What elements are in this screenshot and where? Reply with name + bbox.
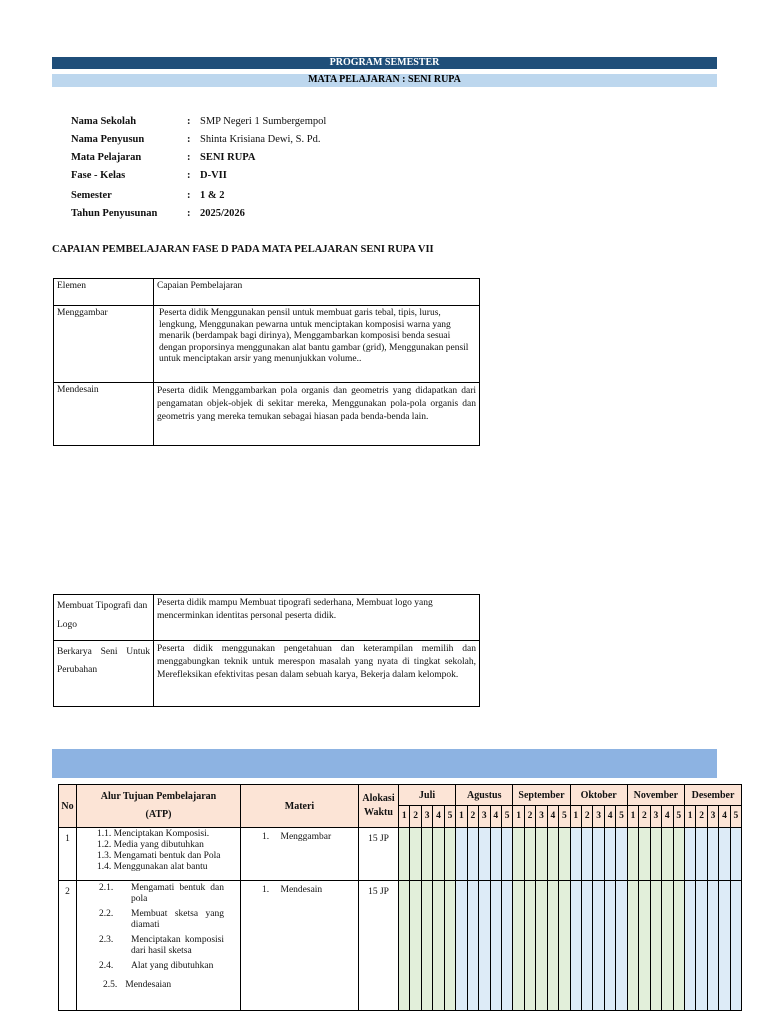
table-row (59, 828, 742, 881)
week-number: 2 (696, 806, 707, 828)
atp-item-text: Mengamati bentuk dan pola (131, 883, 224, 904)
atp-item-text: Membuat sketsa yang diamati (131, 909, 224, 930)
atp-table (58, 784, 742, 1011)
elemen-cell: Mendesain (54, 383, 154, 446)
elemen-cell: Menggambar (54, 306, 154, 383)
atp-item (99, 883, 224, 905)
week-number: 2 (582, 806, 593, 828)
table-row (54, 279, 480, 306)
schedule-cell[interactable] (444, 881, 455, 1011)
schedule-cell[interactable] (684, 828, 695, 881)
info-value: D-VII (200, 170, 227, 181)
schedule-cell[interactable] (399, 881, 410, 1011)
schedule-cell[interactable] (604, 881, 615, 1011)
atp-item (99, 935, 224, 957)
month-desember: Desember (684, 785, 741, 806)
alokasi-cell: 15 JP (359, 881, 399, 1011)
table-row (54, 383, 480, 446)
table-row (54, 641, 480, 707)
schedule-cell[interactable] (410, 828, 421, 881)
week-number: 3 (593, 806, 604, 828)
schedule-cell[interactable] (627, 828, 638, 881)
schedule-cell[interactable] (513, 881, 524, 1011)
schedule-cell[interactable] (582, 828, 593, 881)
schedule-cell[interactable] (479, 881, 490, 1011)
schedule-cell[interactable] (639, 828, 650, 881)
row-no: 1 (59, 828, 77, 881)
info-label: Nama Penyusun (71, 134, 145, 145)
capaian-cell: Peserta didik mampu Membuat tipografi sederhana, Membuat logo yang mencerminkan identitas personal peserta didik. (154, 595, 480, 641)
week-number: 1 (627, 806, 638, 828)
schedule-cell[interactable] (421, 828, 432, 881)
month-juli: Juli (399, 785, 456, 806)
atp-item-num: 2.3. (99, 935, 114, 945)
atp-item-text: Menciptakan komposisi dari hasil sketsa (131, 935, 224, 956)
materi-cell (241, 828, 359, 881)
atp-item: 1.3. Mengamati bentuk dan Pola (97, 851, 221, 861)
atp-item (99, 961, 224, 972)
schedule-cell[interactable] (582, 881, 593, 1011)
schedule-cell[interactable] (410, 881, 421, 1011)
week-number: 1 (684, 806, 695, 828)
schedule-cell[interactable] (707, 828, 718, 881)
schedule-cell[interactable] (719, 828, 730, 881)
schedule-cell[interactable] (730, 881, 741, 1011)
week-number: 3 (650, 806, 661, 828)
materi-text: Mendesain (280, 885, 323, 895)
schedule-cell[interactable] (570, 881, 581, 1011)
schedule-cell[interactable] (650, 828, 661, 881)
elemen-cell: Berkarya Seni Untuk Perubahan (54, 641, 154, 707)
subject-bar: MATA PELAJARAN : SENI RUPA (52, 74, 717, 87)
schedule-cell[interactable] (616, 881, 627, 1011)
week-number: 2 (524, 806, 535, 828)
row-no: 2 (59, 881, 77, 1011)
info-value: 1 & 2 (200, 190, 225, 201)
schedule-cell[interactable] (639, 881, 650, 1011)
schedule-cell[interactable] (593, 881, 604, 1011)
week-number: 2 (639, 806, 650, 828)
schedule-cell[interactable] (444, 828, 455, 881)
atp-item (103, 980, 224, 991)
info-label: Mata Pelajaran (71, 152, 142, 163)
schedule-cell[interactable] (501, 881, 512, 1011)
schedule-cell[interactable] (421, 881, 432, 1011)
schedule-cell[interactable] (559, 828, 570, 881)
info-colon: : (187, 152, 191, 163)
schedule-cell[interactable] (662, 828, 673, 881)
schedule-cell[interactable] (433, 828, 444, 881)
materi-text: Menggambar (280, 832, 332, 842)
atp-item-text: Mendesaian (125, 980, 172, 990)
schedule-cell[interactable] (662, 881, 673, 1011)
schedule-cell[interactable] (479, 828, 490, 881)
info-colon: : (187, 208, 191, 219)
atp-header-row (59, 785, 742, 806)
week-number: 5 (673, 806, 684, 828)
cp-heading: CAPAIAN PEMBELAJARAN FASE D PADA MATA PELAJARAN SENI RUPA VII (52, 244, 434, 255)
schedule-cell[interactable] (536, 828, 547, 881)
schedule-cell[interactable] (547, 881, 558, 1011)
table-row (54, 595, 480, 641)
header-atp: Alur Tujuan Pembelajaran (ATP) (77, 785, 241, 828)
info-label: Semester (71, 190, 112, 201)
header-no: No (59, 785, 77, 828)
materi-cell (241, 881, 359, 1011)
elemen-cell: Membuat Tipografi dan Logo (54, 595, 154, 641)
schedule-cell[interactable] (456, 881, 467, 1011)
week-number: 4 (433, 806, 444, 828)
schedule-cell[interactable] (559, 881, 570, 1011)
atp-cell (77, 828, 241, 881)
schedule-cell[interactable] (536, 881, 547, 1011)
week-number: 5 (559, 806, 570, 828)
schedule-cell[interactable] (616, 828, 627, 881)
week-number: 5 (616, 806, 627, 828)
month-november: November (627, 785, 684, 806)
week-number: 3 (479, 806, 490, 828)
info-colon: : (187, 190, 191, 201)
schedule-cell[interactable] (456, 828, 467, 881)
atp-item-num: 2.2. (99, 909, 114, 919)
materi-num: 1. (262, 832, 270, 842)
info-label: Nama Sekolah (71, 116, 137, 127)
schedule-cell[interactable] (730, 828, 741, 881)
table-row (59, 881, 742, 1011)
capaian-cell: Peserta didik menggunakan pengetahuan dan keterampilan memilih dan menggabungkan teknik untuk merespon masalah yang nyata di tingkat sekolah, Merefleksikan efektivitas pesan dalam sebuah karya, Bekerja dalam kelompok. (154, 641, 480, 707)
info-label: Fase - Kelas (71, 170, 126, 181)
table-row (54, 306, 480, 383)
header-elemen: Elemen (54, 279, 154, 306)
info-colon: : (187, 134, 191, 145)
week-number: 2 (410, 806, 421, 828)
info-value: Shinta Krisiana Dewi, S. Pd. (200, 134, 321, 145)
schedule-cell[interactable] (433, 881, 444, 1011)
header-capaian: Capaian Pembelajaran (154, 279, 480, 306)
schedule-cell[interactable] (684, 881, 695, 1011)
schedule-cell[interactable] (467, 881, 478, 1011)
alokasi-cell: 15 JP (359, 828, 399, 881)
atp-item-num: 2.1. (99, 883, 114, 893)
week-number: 3 (421, 806, 432, 828)
schedule-cell[interactable] (719, 881, 730, 1011)
month-agustus: Agustus (456, 785, 513, 806)
schedule-cell[interactable] (467, 828, 478, 881)
schedule-cell[interactable] (490, 828, 501, 881)
week-number: 1 (570, 806, 581, 828)
section-band (52, 749, 717, 778)
week-number: 4 (490, 806, 501, 828)
atp-item-text: Alat yang dibutuhkan (131, 961, 214, 971)
atp-item: 1.2. Media yang dibutuhkan (97, 840, 204, 850)
header-materi: Materi (241, 785, 359, 828)
week-number: 4 (604, 806, 615, 828)
schedule-cell[interactable] (524, 881, 535, 1011)
week-number: 1 (399, 806, 410, 828)
week-number: 4 (547, 806, 558, 828)
materi-num: 1. (262, 885, 270, 895)
week-number: 4 (662, 806, 673, 828)
month-oktober: Oktober (570, 785, 627, 806)
info-colon: : (187, 116, 191, 127)
week-number: 3 (707, 806, 718, 828)
cp-table (53, 278, 480, 446)
week-number: 5 (730, 806, 741, 828)
atp-item-num: 2.5. (103, 980, 118, 990)
schedule-cell[interactable] (673, 828, 684, 881)
schedule-cell[interactable] (627, 881, 638, 1011)
capaian-cell: Peserta didik Menggambarkan pola organis dan geometris yang didapatkan dari pengamatan objek-objek di sekitar mereka, Menggunakan pola-pola organis dan geometris yang mereka temukan sebagai hiasan pada benda-benda lain. (154, 383, 480, 446)
schedule-cell[interactable] (547, 828, 558, 881)
info-value: 2025/2026 (200, 208, 245, 219)
month-september: September (513, 785, 570, 806)
week-number: 3 (536, 806, 547, 828)
schedule-cell[interactable] (570, 828, 581, 881)
schedule-cell[interactable] (513, 828, 524, 881)
schedule-cell[interactable] (650, 881, 661, 1011)
week-number: 2 (467, 806, 478, 828)
schedule-cell[interactable] (524, 828, 535, 881)
schedule-cell[interactable] (696, 881, 707, 1011)
schedule-cell[interactable] (490, 881, 501, 1011)
info-value: SENI RUPA (200, 152, 256, 163)
schedule-cell[interactable] (593, 828, 604, 881)
info-label: Tahun Penyusunan (71, 208, 158, 219)
schedule-cell[interactable] (696, 828, 707, 881)
info-colon: : (187, 170, 191, 181)
schedule-cell[interactable] (501, 828, 512, 881)
atp-item-num: 2.4. (99, 961, 114, 971)
schedule-cell[interactable] (604, 828, 615, 881)
atp-item: 1.4. Menggunakan alat bantu (97, 862, 208, 872)
schedule-cell[interactable] (707, 881, 718, 1011)
info-value: SMP Negeri 1 Sumbergempol (200, 116, 327, 127)
week-number: 1 (456, 806, 467, 828)
atp-item: 1.1. Menciptakan Komposisi. (97, 829, 210, 839)
schedule-cell[interactable] (399, 828, 410, 881)
atp-cell (77, 881, 241, 1011)
header-alokasi: Alokasi Waktu (359, 785, 399, 828)
week-number: 1 (513, 806, 524, 828)
week-number: 5 (501, 806, 512, 828)
week-number: 4 (719, 806, 730, 828)
schedule-cell[interactable] (673, 881, 684, 1011)
program-semester-title: PROGRAM SEMESTER (52, 57, 717, 69)
week-number: 5 (444, 806, 455, 828)
atp-item (99, 909, 224, 931)
capaian-cell: Peserta didik Menggunakan pensil untuk membuat garis tebal, tipis, lurus, lengkung, Menggunakan pewarna untuk menciptakan komposisi warna yang menarik (berdampak bagi dirinya), Menggambarkan komposisi benda sesuai dengan proporsinya menggunakan alat bantu gambar (grid), Menggunakan pensil untuk menciptakan arsir yang menunjukkan volume.. (154, 306, 480, 383)
cp-table-continued (53, 594, 480, 707)
